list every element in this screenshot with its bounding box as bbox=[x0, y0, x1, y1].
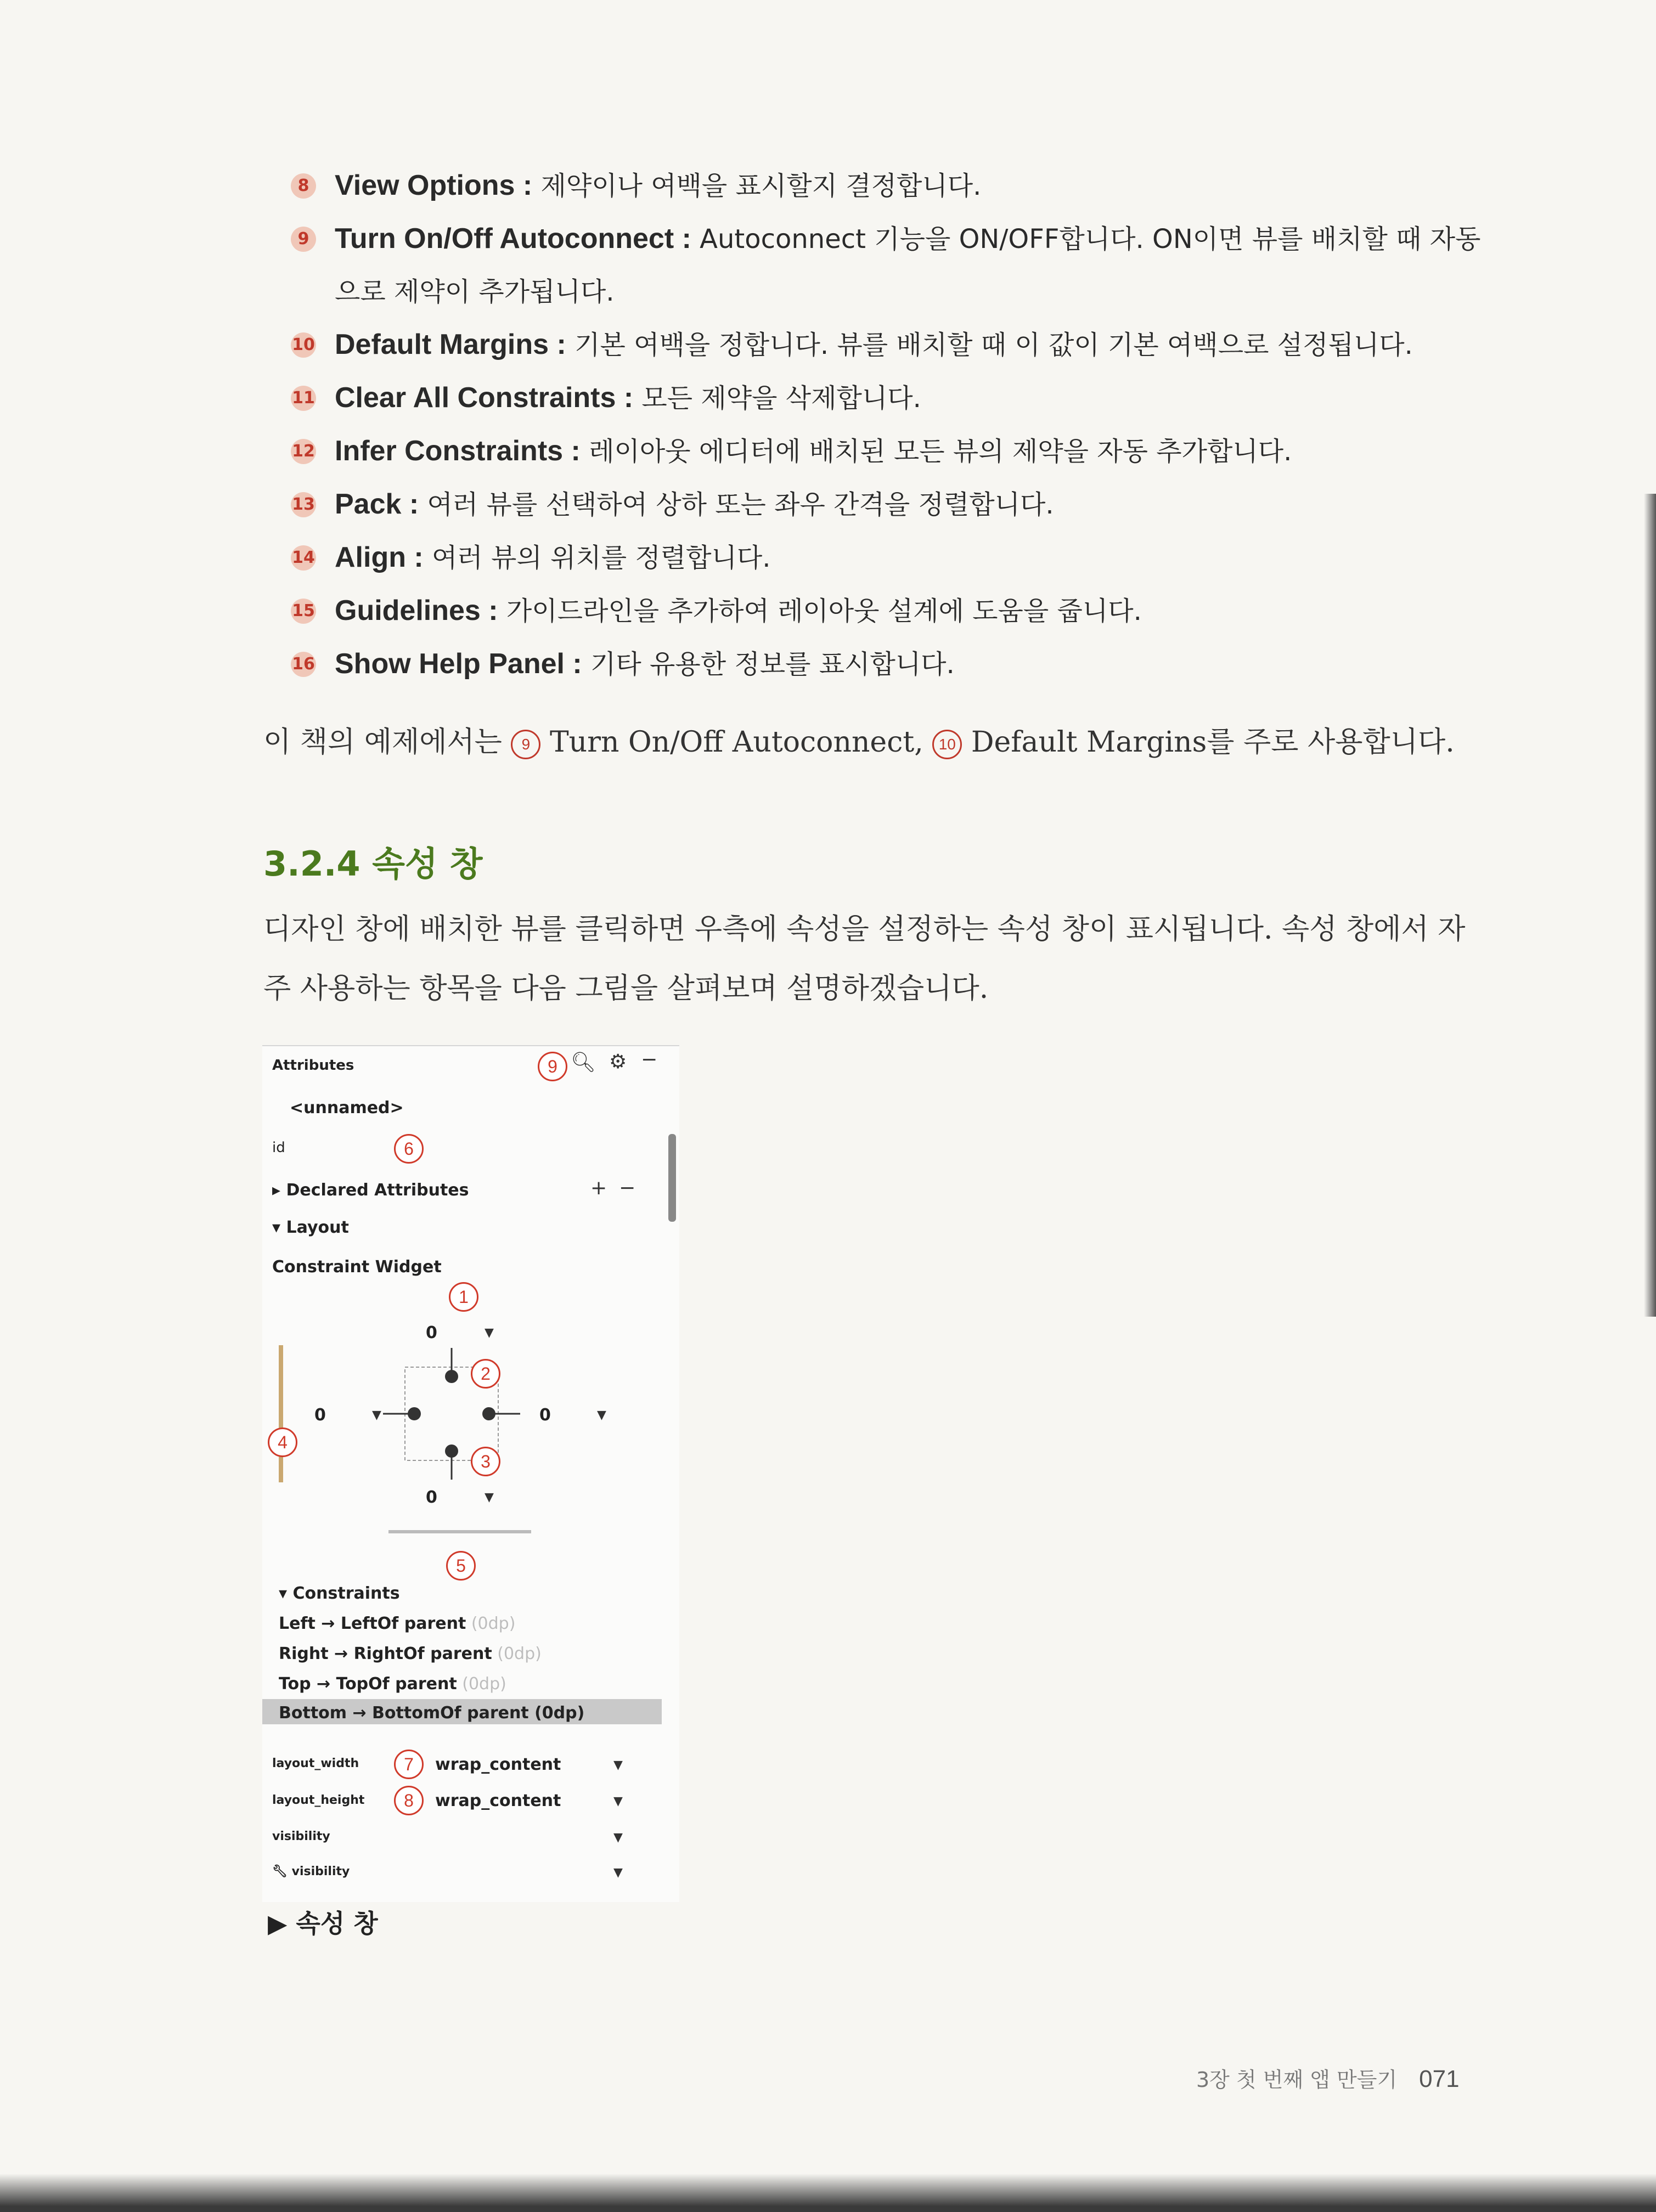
dropdown-arrow-icon[interactable]: ▼ bbox=[485, 1326, 494, 1340]
list-item bbox=[291, 584, 1482, 637]
summary-paragraph bbox=[263, 719, 1476, 760]
page-footer bbox=[1196, 2063, 1460, 2093]
panel-title: Attributes bbox=[272, 1057, 354, 1074]
page-number: 071 bbox=[1419, 2066, 1460, 2092]
layout-section-header[interactable]: ▾ Layout bbox=[272, 1218, 349, 1237]
wrench-icon: 🔧︎ bbox=[272, 1865, 288, 1878]
list-number: 13 bbox=[291, 492, 316, 517]
list-item bbox=[291, 159, 1482, 212]
attributes-panel-figure bbox=[262, 1045, 679, 1902]
list-desc: 가이드라인을 추가하여 레이아웃 설계에 도움을 줍니다. bbox=[498, 596, 1142, 627]
slider-track[interactable] bbox=[279, 1345, 283, 1482]
list-term: Show Help Panel : bbox=[335, 648, 582, 680]
list-number: 10 bbox=[291, 332, 316, 358]
list-item bbox=[291, 318, 1482, 371]
list-desc: 기본 여백을 정합니다. 뷰를 배치할 때 이 값이 기본 여백으로 설정됩니다. bbox=[566, 330, 1413, 360]
layout-label: Layout bbox=[286, 1218, 349, 1237]
chapter-title: 3장 첫 번째 앱 만들기 bbox=[1196, 2068, 1398, 2092]
dropdown-arrow-icon[interactable]: ▼ bbox=[372, 1408, 381, 1422]
declared-attributes-header[interactable]: ▸ Declared Attributes bbox=[272, 1181, 469, 1200]
search-icon[interactable]: 🔍︎ bbox=[571, 1051, 596, 1074]
callout-3: 3 bbox=[471, 1447, 500, 1476]
list-item bbox=[291, 425, 1482, 478]
dropdown-arrow-icon[interactable]: ▼ bbox=[613, 1831, 623, 1844]
list-item bbox=[291, 478, 1482, 531]
tools-visibility-label: visibility bbox=[291, 1865, 350, 1878]
plus-icon[interactable]: + bbox=[590, 1177, 607, 1199]
gear-icon[interactable]: ⚙ bbox=[609, 1051, 627, 1073]
dropdown-arrow-icon[interactable]: ▼ bbox=[613, 1795, 623, 1808]
list-item bbox=[291, 212, 1482, 318]
list-term: Turn On/Off Autoconnect : bbox=[335, 223, 691, 255]
list-term: Clear All Constraints : bbox=[335, 382, 634, 414]
para-prefix: 이 책의 예제에서는 bbox=[263, 726, 511, 759]
constraint-row[interactable]: Right → RightOf parent (0dp) bbox=[279, 1644, 542, 1663]
margin-bottom-value[interactable]: 0 bbox=[426, 1488, 437, 1507]
list-number: 9 bbox=[291, 227, 316, 252]
tools-visibility-row bbox=[272, 1865, 350, 1878]
list-desc: 제약이나 여백을 표시할지 결정합니다. bbox=[532, 171, 982, 201]
horizontal-slider[interactable] bbox=[388, 1530, 531, 1533]
list-desc: 레이아웃 에디터에 배치된 모든 뷰의 제약을 자동 추가합니다. bbox=[580, 436, 1292, 467]
component-name: <unnamed> bbox=[290, 1098, 404, 1118]
list-term: Align : bbox=[335, 541, 424, 573]
list-number: 11 bbox=[291, 386, 316, 411]
page-edge-shadow bbox=[1644, 494, 1656, 1317]
constraint-row[interactable]: Left → LeftOf parent (0dp) bbox=[279, 1614, 516, 1633]
list-number: 12 bbox=[291, 439, 316, 464]
list-desc: 여러 뷰를 선택하여 상하 또는 좌우 간격을 정렬합니다. bbox=[419, 489, 1054, 520]
inline-number: 9 bbox=[511, 730, 540, 759]
list-desc: 여러 뷰의 위치를 정렬합니다. bbox=[423, 543, 771, 573]
dropdown-arrow-icon[interactable]: ▼ bbox=[597, 1408, 606, 1422]
list-desc: Autoconnect 기능을 ON/OFF합니다. ON이면 뷰를 배치할 때 자동으로 제약이 추가됩니다. bbox=[335, 224, 1481, 307]
constraint-row-selected[interactable]: Bottom → BottomOf parent (0dp) bbox=[279, 1703, 585, 1723]
dropdown-arrow-icon[interactable]: ▼ bbox=[485, 1491, 494, 1504]
list-term: Default Margins : bbox=[335, 329, 566, 360]
dropdown-arrow-icon[interactable]: ▼ bbox=[613, 1758, 623, 1772]
list-number: 15 bbox=[291, 599, 316, 624]
margin-right-value[interactable]: 0 bbox=[539, 1406, 551, 1425]
callout-5: 5 bbox=[446, 1551, 476, 1581]
inline-number: 10 bbox=[932, 730, 962, 759]
constraints-label: Constraints bbox=[292, 1584, 400, 1603]
layout-width-label: layout_width bbox=[272, 1757, 359, 1770]
list-item bbox=[291, 531, 1482, 584]
callout-6: 6 bbox=[394, 1134, 424, 1164]
list-number: 14 bbox=[291, 545, 316, 571]
list-term: Infer Constraints : bbox=[335, 435, 581, 467]
minus-icon[interactable]: − bbox=[619, 1177, 636, 1199]
list-number: 16 bbox=[291, 652, 316, 677]
constraint-widget-diagram bbox=[361, 1342, 542, 1485]
list-term: Guidelines : bbox=[335, 595, 498, 627]
list-item bbox=[291, 371, 1482, 425]
constraints-header[interactable]: ▾ Constraints bbox=[279, 1584, 400, 1603]
page-bottom-shadow bbox=[0, 2174, 1656, 2212]
callout-9: 9 bbox=[538, 1052, 567, 1081]
callout-7: 7 bbox=[394, 1750, 424, 1779]
callout-1: 1 bbox=[449, 1282, 478, 1312]
dropdown-arrow-icon[interactable]: ▼ bbox=[613, 1866, 623, 1880]
toolbar-options-list bbox=[291, 159, 1482, 691]
margin-left-value[interactable]: 0 bbox=[314, 1406, 326, 1425]
list-desc: 기타 유용한 정보를 표시합니다. bbox=[582, 649, 955, 680]
para-text: Default Margins를 주로 사용합니다. bbox=[962, 726, 1455, 759]
intro-paragraph: 디자인 창에 배치한 뷰를 클릭하면 우측에 속성을 설정하는 속성 창이 표시됩니다. 속성 창에서 자주 사용하는 항목을 다음 그림을 살펴보며 설명하겠습니다. bbox=[263, 913, 1466, 1005]
minus-icon[interactable]: − bbox=[641, 1048, 658, 1071]
callout-8: 8 bbox=[394, 1786, 424, 1815]
figure-caption: ▶ 속성 창 bbox=[268, 1909, 378, 1938]
margin-top-value[interactable]: 0 bbox=[426, 1323, 437, 1342]
declared-attributes-label: Declared Attributes bbox=[286, 1181, 469, 1200]
constraint-row[interactable]: Top → TopOf parent (0dp) bbox=[279, 1674, 506, 1694]
layout-width-value[interactable]: wrap_content bbox=[435, 1755, 561, 1774]
callout-2: 2 bbox=[471, 1359, 500, 1389]
list-term: Pack : bbox=[335, 488, 419, 520]
layout-height-value[interactable]: wrap_content bbox=[435, 1791, 561, 1810]
visibility-label: visibility bbox=[272, 1830, 330, 1843]
list-number: 8 bbox=[291, 173, 316, 199]
scrollbar[interactable] bbox=[668, 1134, 676, 1222]
layout-height-label: layout_height bbox=[272, 1793, 365, 1807]
list-term: View Options : bbox=[335, 170, 533, 201]
para-text: Turn On/Off Autoconnect, bbox=[540, 726, 933, 759]
section-heading: 3.2.4 속성 창 bbox=[263, 844, 483, 884]
callout-4: 4 bbox=[268, 1427, 297, 1457]
id-label: id bbox=[272, 1139, 285, 1156]
list-item bbox=[291, 637, 1482, 691]
constraint-widget-label: Constraint Widget bbox=[272, 1257, 442, 1277]
list-desc: 모든 제약을 삭제합니다. bbox=[633, 383, 921, 414]
